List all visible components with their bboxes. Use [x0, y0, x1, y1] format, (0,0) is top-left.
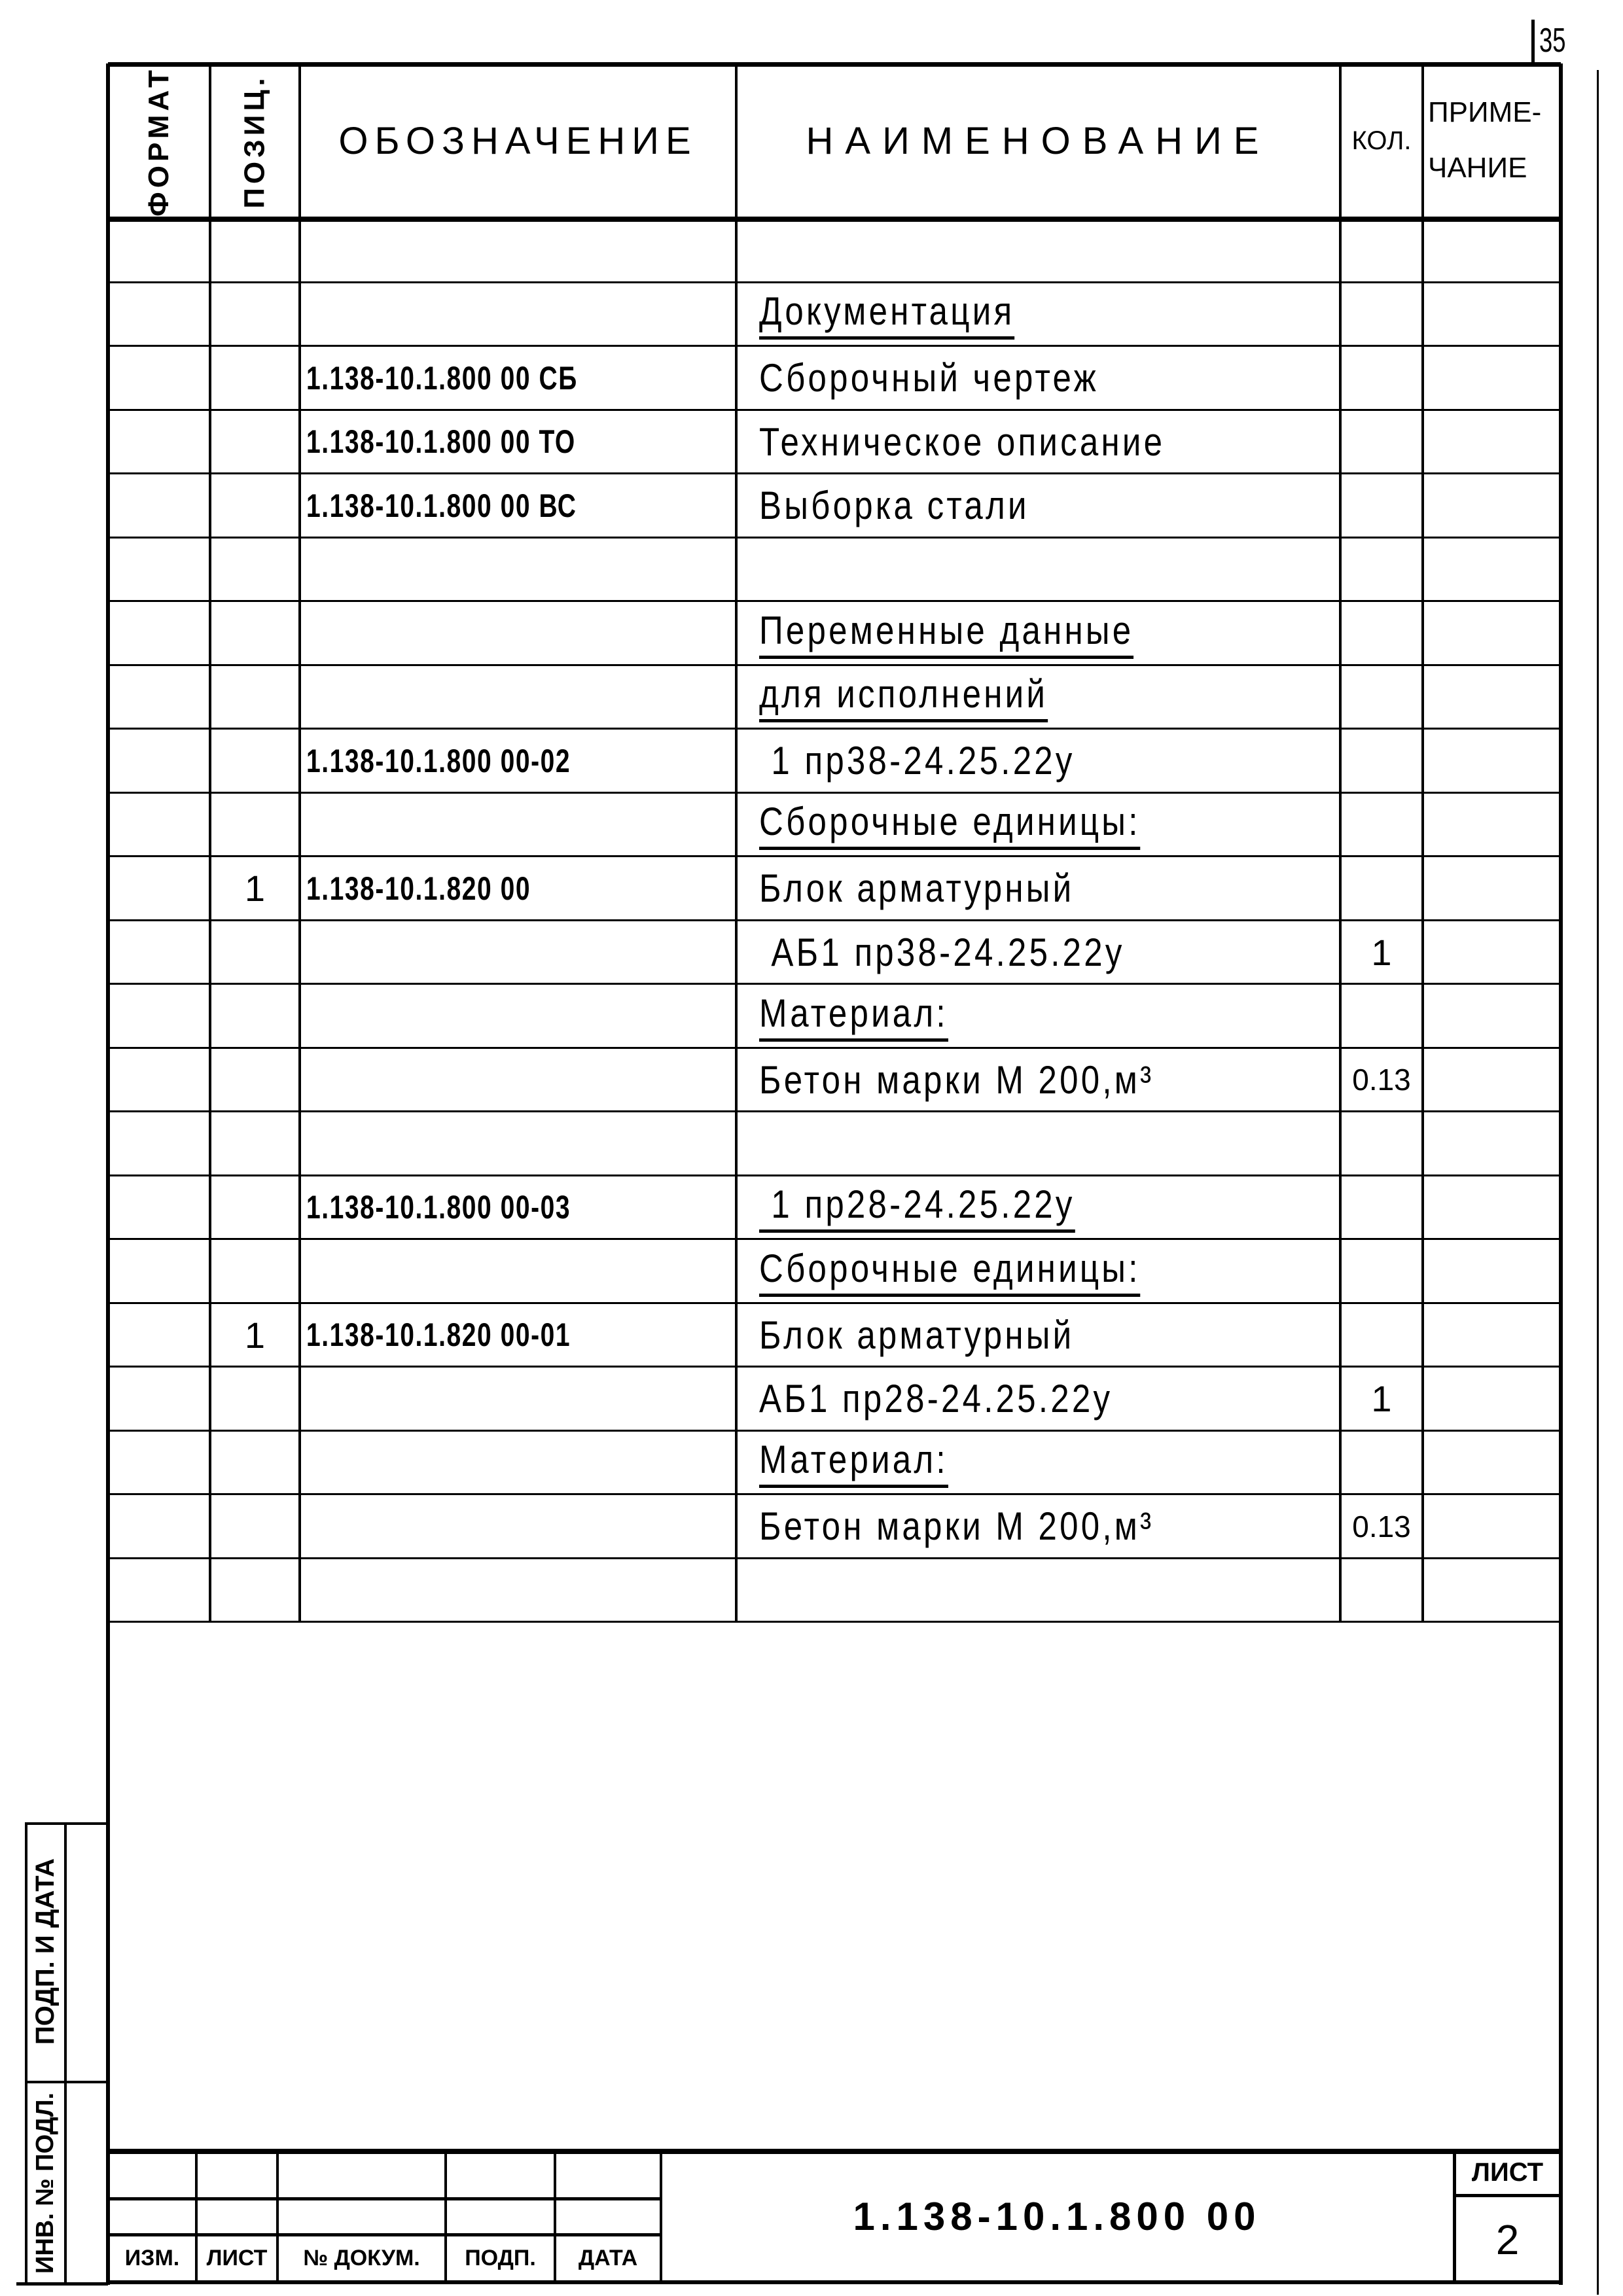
side-stamp-inv	[26, 2083, 64, 2282]
title-block-column-label: ДАТА	[578, 2245, 638, 2270]
inventory-number-label: ИНВ. № ПОДЛ.	[31, 2092, 59, 2274]
name-text: для исполнений	[759, 671, 1048, 722]
table-cell-position	[210, 346, 300, 410]
table-cell-qty	[1340, 538, 1423, 602]
name-text: Документация	[759, 289, 1014, 340]
table-cell-designation: 1.138-10.1.800 00 СБ	[306, 359, 578, 397]
title-block-column-label: № ДОКУМ.	[303, 2245, 420, 2270]
table-cell-position	[210, 474, 300, 538]
table-cell-position	[210, 984, 300, 1048]
table-cell-qty	[1340, 410, 1423, 474]
table-cell-name	[759, 1048, 1154, 1112]
table-cell-position	[210, 1048, 300, 1112]
table-cell-position	[210, 1367, 300, 1431]
table-cell-qty	[1340, 1112, 1423, 1176]
name-text: Бетон марки М 200,м³	[759, 1504, 1154, 1549]
table-cell-name	[759, 729, 1075, 793]
table-cell-qty	[1340, 729, 1423, 793]
table-cell-name	[759, 1239, 1141, 1303]
name-text: Выборка стали	[759, 484, 1029, 528]
table-cell-position	[210, 283, 300, 347]
table-cell-name	[759, 665, 1048, 730]
table-cell-position	[210, 1176, 300, 1240]
table-cell-name	[759, 601, 1133, 665]
sheet-label: ЛИСТ	[1471, 2157, 1544, 2187]
table-cell-position	[210, 921, 300, 985]
table-cell-qty	[1340, 1176, 1423, 1240]
title-block-column-label: ИЗМ.	[124, 2245, 180, 2270]
table-cell-qty	[1340, 283, 1423, 347]
table-cell-qty	[1340, 1431, 1423, 1495]
name-text: Сборочные единицы:	[759, 799, 1141, 850]
table-cell-qty	[1340, 1239, 1423, 1303]
table-cell-name	[759, 1367, 1113, 1431]
table-cell-position	[210, 1431, 300, 1495]
table-cell-position	[210, 601, 300, 665]
table-cell-qty	[1340, 984, 1423, 1048]
name-text: АБ1 пр28-24.25.22у	[759, 1377, 1113, 1421]
sheet-edge	[1597, 70, 1599, 2295]
page-number: 35	[1539, 22, 1566, 60]
table-cell-designation: 1.138-10.1.800 00-03	[306, 1189, 571, 1226]
table-cell-name	[759, 1431, 948, 1495]
table-cell-name	[759, 410, 1165, 474]
table-cell-designation: 1.138-10.1.800 00-02	[306, 742, 571, 779]
table-cell-position: 1	[244, 1314, 266, 1356]
table-cell-position	[210, 1112, 300, 1176]
table-cell-name	[759, 857, 1074, 921]
document-code: 1.138-10.1.800 00	[853, 2195, 1261, 2238]
name-text: Сборочный чертеж	[759, 356, 1099, 400]
table-cell-position	[210, 1559, 300, 1623]
name-text: Техническое описание	[759, 419, 1166, 464]
table-cell-position	[210, 729, 300, 793]
side-stamp-sign	[26, 1822, 64, 2081]
title-block-row-rule	[108, 2197, 661, 2200]
table-cell-name	[759, 346, 1099, 410]
side-stamp-mid	[64, 1822, 67, 2284]
header-note-line1: ПРИМЕ-	[1428, 96, 1542, 128]
header-format	[108, 63, 210, 219]
table-cell-name	[759, 1494, 1154, 1559]
table-cell-position	[210, 219, 300, 283]
name-text: Сборочные единицы:	[759, 1246, 1141, 1297]
table-cell-name	[759, 793, 1141, 857]
column-rule	[735, 63, 738, 1622]
table-cell-qty	[1340, 346, 1423, 410]
table-cell-qty	[1340, 601, 1423, 665]
table-cell-qty: 1	[1371, 931, 1392, 973]
table-cell-position	[210, 665, 300, 730]
table-cell-designation: 1.138-10.1.800 00 ТО	[306, 423, 576, 461]
name-text: Материал:	[759, 991, 948, 1042]
name-text: Блок арматурный	[759, 866, 1075, 911]
header-designation: ОБОЗНАЧЕНИЕ	[338, 120, 698, 162]
header-format-label: ФОРМАТ	[143, 65, 175, 217]
name-text: Материал:	[759, 1437, 948, 1488]
table-cell-qty	[1340, 1559, 1423, 1623]
name-text: Переменные данные	[759, 608, 1133, 659]
table-cell-position	[210, 1494, 300, 1559]
header-note-line2: ЧАНИЕ	[1428, 152, 1527, 184]
page-number-tick	[1531, 20, 1535, 65]
name-text: АБ1 пр38-24.25.22у	[759, 930, 1125, 974]
table-cell-position: 1	[244, 868, 266, 910]
table-cell-qty	[1340, 474, 1423, 538]
sign-date-label: ПОДП. И ДАТА	[30, 1858, 60, 2045]
title-block-column-label: ЛИСТ	[206, 2245, 268, 2270]
sheet-number: 2	[1495, 2216, 1520, 2263]
table-cell-position	[210, 538, 300, 602]
header-position-label: ПОЗИЦ.	[238, 73, 271, 209]
table-cell-qty: 1	[1371, 1378, 1392, 1420]
table-cell-designation: 1.138-10.1.820 00-01	[306, 1316, 571, 1354]
name-text: 1 пр28-24.25.22у	[759, 1182, 1075, 1233]
table-cell-qty: 0.13	[1352, 1063, 1411, 1097]
table-cell-position	[210, 410, 300, 474]
header-position	[210, 63, 300, 219]
table-cell-qty	[1340, 665, 1423, 730]
table-cell-designation: 1.138-10.1.800 00 ВС	[306, 487, 577, 524]
table-cell-qty	[1340, 793, 1423, 857]
table-cell-qty: 0.13	[1352, 1509, 1411, 1544]
header-qty: КОЛ.	[1351, 126, 1412, 155]
title-block-column-label: ПОДП.	[465, 2245, 536, 2270]
table-cell-position	[210, 1239, 300, 1303]
table-cell-designation: 1.138-10.1.820 00	[306, 870, 531, 907]
name-text: Блок арматурный	[759, 1313, 1075, 1357]
name-text: 1 пр38-24.25.22у	[759, 739, 1075, 783]
header-name: НАИМЕНОВАНИЕ	[806, 120, 1271, 162]
table-cell-name	[759, 921, 1125, 985]
side-stamp-bottom	[16, 2282, 108, 2286]
table-cell-position	[210, 793, 300, 857]
table-cell-name	[759, 1303, 1074, 1368]
table-cell-name	[759, 474, 1029, 538]
table-cell-qty	[1340, 1303, 1423, 1368]
table-cell-name	[759, 1176, 1075, 1240]
table-cell-qty	[1340, 219, 1423, 283]
table-cell-name	[759, 283, 1014, 347]
table-cell-name	[759, 984, 948, 1048]
table-cell-qty	[1340, 857, 1423, 921]
name-text: Бетон марки М 200,м³	[759, 1057, 1154, 1102]
